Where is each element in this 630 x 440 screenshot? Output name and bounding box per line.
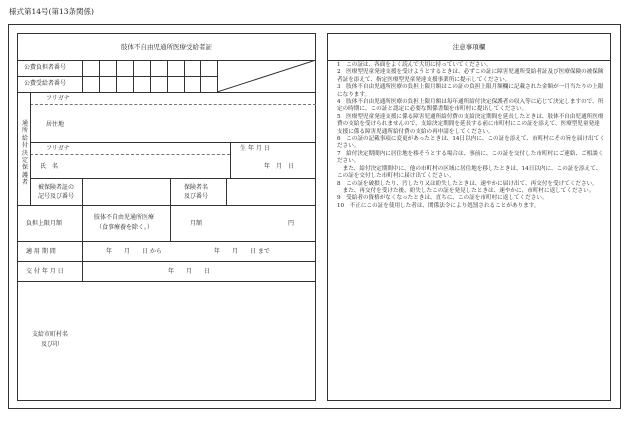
rule [17, 281, 316, 282]
note-item: 5 医療型児童発達支援に係る障害児通所給付費の支給決定期間を延長したときは、肢体不自由児通所医療費の支給を受けられませんので、支給決定期間を延長する前に市町村にこの証を添えて、医療型児童発達支援に係る障害児通所給付費の支給の再申請をしてください。 [337, 113, 604, 135]
digit-cell-divider [167, 60, 168, 92]
note-item: 4 肢体不自由児通所医療の負担上限月額は毎年通所給付決定保護者の収入等に応じて決定しますので、所定の時期に、この証と認定に必要な関係書類を市町村に提出してください。 [337, 99, 604, 113]
medical-type-line-2: （食事療養を除く。） [96, 224, 153, 231]
rule [17, 92, 316, 93]
guardian-section-label: 通 所 給 付 決 定 保 護 者 [21, 120, 28, 187]
note-item: 10 不正にこの証を使用した者は、関係法令により処罰されることがあります。 [337, 202, 540, 209]
rule [17, 241, 316, 242]
municipality-label-2: 及び印 [40, 341, 59, 348]
furigana-dashed-rule [30, 154, 230, 155]
digit-cell-divider [184, 60, 185, 92]
rule [226, 178, 227, 205]
digit-cell-divider [133, 60, 134, 92]
address-label: 居住地 [46, 121, 65, 128]
payer-number-label: 公費負担者番号 [24, 64, 67, 71]
rule [30, 92, 31, 205]
digit-cell-divider [116, 60, 117, 92]
recipient-number-label: 公費受給者番号 [24, 80, 67, 87]
rule [30, 142, 316, 143]
yen-label: 円 [288, 220, 295, 227]
rule [17, 261, 316, 262]
rule [30, 178, 316, 179]
rule [170, 205, 171, 241]
rule [17, 205, 316, 206]
note-item: 6 この証の記載事項に変更があったときは、14日以内に、この証を添えて、市町村にその旨を届け出てください。 [337, 136, 605, 150]
certificate-title: 肢体不自由児通所医療受給者証 [121, 43, 212, 51]
birth-date-label: 生 年 月 日 [240, 145, 270, 152]
note-item: 1 この証は、各面をよく読んで大切に持っていてください。 [337, 62, 492, 68]
rule [17, 76, 217, 77]
note-item: また、再交付を受けた後、紛失したこの証を発見したときは、速やかに、市町村に返してください。 [337, 187, 595, 194]
period-to: 年 月 日 まで [214, 248, 270, 255]
rule [82, 60, 83, 92]
rule [327, 60, 611, 61]
name-label: 氏 名 [40, 163, 59, 170]
monthly-limit-label: 負担上限月額 [26, 220, 63, 227]
municipality-label-1: 支給市町村名 [31, 331, 68, 338]
note-item: 8 この証を破損したり、汚したり又は紛失したときは、速やかに届け出て、再交付を受けてください。 [337, 180, 598, 187]
insurer-name-label-1: 保険者名 [184, 184, 209, 191]
name-furigana-label: フリガナ [46, 145, 70, 152]
note-item: また、給付決定期間中に、他の市町村の区域に居住地を移したときは、14日以内に、この証を添えて、この証を交付した市町村に届け出てください。 [337, 165, 602, 180]
period-from: 年 月 日 から [106, 248, 162, 255]
monthly-amount-label: 月額 [190, 220, 203, 227]
digit-cell-divider [99, 60, 100, 92]
furigana-dashed-rule [30, 104, 316, 105]
rule [230, 142, 231, 178]
rule [170, 178, 171, 205]
issue-date-value: 年 月 日 [168, 268, 211, 275]
issue-date-label: 交 付 年 月 日 [26, 268, 64, 275]
form-number: 様式第14号(第13条関係) [9, 7, 94, 16]
digit-cell-divider [200, 60, 201, 92]
notes-list [337, 62, 605, 210]
note-item: 2 医療型児童発達支援を受けようとするときは、必ずこの証に障害児通所受給者証及び医療保険の被保険者証を添えて、指定医療型児童発達支援事業所に提示してください。 [337, 69, 604, 83]
insured-card-label-1: 被保険者証の [38, 184, 75, 191]
period-label: 適 用 期 間 [26, 248, 56, 255]
insured-card-label-2: 記号及び番号 [38, 193, 75, 200]
furigana-label: フリガナ [46, 95, 70, 102]
birth-date-value: 年 月 日 [264, 163, 295, 170]
note-item: 7 給付決定期間内に居住地を移そうとする場合は、事前に、この証を交付した市町村にご連絡、ご相談ください。 [337, 150, 604, 165]
rule [82, 178, 83, 281]
unused-cell-diagonal [217, 60, 316, 92]
note-item: 9 受給者の資格がなくなったときは、直ちに、この証を市町村に返してください。 [337, 195, 548, 202]
digit-cell-divider [150, 60, 151, 92]
insurer-name-label-2: 及び番号 [184, 193, 209, 200]
notes-title: 注意事項欄 [452, 43, 486, 51]
note-item: 3 肢体不自由児通所医療の負担上限月額はこの証の負担上限月額欄に記載された金額が一月当たりの上限になります。 [337, 84, 604, 98]
medical-type-line-1: 肢体不自由児通所医療 [94, 214, 155, 221]
